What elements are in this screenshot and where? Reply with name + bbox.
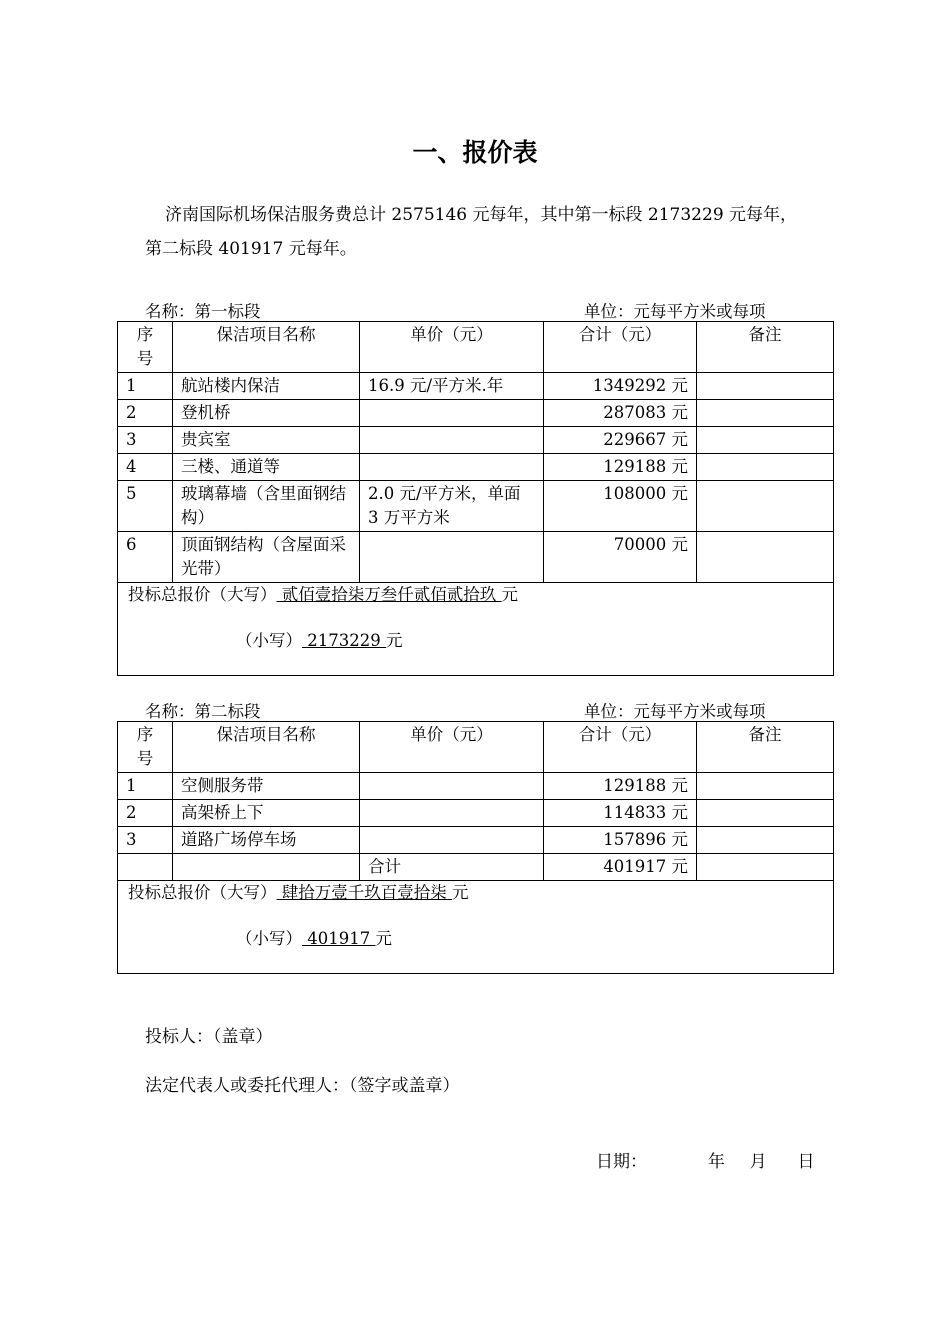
table-row: [118, 454, 834, 481]
bid-label: 投标总报价（大写）: [128, 883, 277, 902]
row-total: 229667 元: [544, 427, 697, 454]
header-total: 合计（元）: [544, 722, 697, 773]
row-item: 道路广场停车场: [173, 827, 360, 854]
bid-lower-line: [128, 927, 823, 951]
header-note: 备注: [697, 722, 834, 773]
bid-small-label: （小写）: [236, 929, 302, 948]
header-seq-1: 序: [136, 725, 154, 744]
table-row: [118, 532, 834, 583]
table-row: [118, 427, 834, 454]
row-note: [697, 800, 834, 827]
row-note: [697, 427, 834, 454]
row-seq: 1: [118, 373, 173, 400]
row-item: 高架桥上下: [173, 800, 360, 827]
row-total: 157896 元: [544, 827, 697, 854]
header-price: 单价（元）: [360, 722, 544, 773]
section1-unit: 单位：元每平方米或每项: [584, 302, 766, 321]
row-price: 2.0 元/平方米，单面 3 万平方米: [360, 481, 544, 532]
header-note: 备注: [697, 322, 834, 373]
row-price: [360, 532, 544, 583]
row-seq: 2: [118, 400, 173, 427]
bid-upper-amount: 肆拾万壹千玖百壹拾柒: [276, 883, 452, 902]
date-label: 日期：: [596, 1152, 647, 1172]
row-note: [697, 481, 834, 532]
row-price: [360, 800, 544, 827]
row-total: 129188 元: [544, 454, 697, 481]
section2-table: [117, 721, 834, 974]
row-price: [360, 400, 544, 427]
row-seq: 2: [118, 800, 173, 827]
table-header-row: [118, 322, 834, 373]
table-row: [118, 400, 834, 427]
header-seq: [118, 722, 173, 773]
table-row: [118, 481, 834, 532]
row-price: [360, 427, 544, 454]
table-header-row: [118, 722, 834, 773]
row-note: [697, 454, 834, 481]
row-total: 129188 元: [544, 773, 697, 800]
section2-unit: 单位：元每平方米或每项: [584, 702, 766, 721]
representative-line: 法定代表人或委托代理人：（签字或盖章）: [145, 1076, 460, 1096]
bid-total-row: [118, 583, 834, 676]
bid-lower-line: [128, 629, 823, 653]
bid-total-cell: [118, 583, 834, 676]
row-item: 空侧服务带: [173, 773, 360, 800]
header-price: 单价（元）: [360, 322, 544, 373]
sum-note: [697, 854, 834, 881]
row-seq: 3: [118, 427, 173, 454]
row-total: 1349292 元: [544, 373, 697, 400]
row-item: 顶面钢结构（含屋面采光带）: [173, 532, 360, 583]
bid-yuan: 元: [501, 585, 518, 604]
row-note: [697, 773, 834, 800]
header-total: 合计（元）: [544, 322, 697, 373]
bid-yuan-lower: 元: [385, 631, 403, 650]
row-item: 贵宾室: [173, 427, 360, 454]
row-seq: 5: [118, 481, 173, 532]
bid-lower-amount: 2173229: [302, 631, 386, 650]
date-line: [596, 1147, 814, 1172]
sum-total: 401917 元: [544, 854, 697, 881]
header-seq-1: 序: [136, 325, 154, 344]
row-seq: 6: [118, 532, 173, 583]
bid-label: 投标总报价（大写）: [128, 585, 277, 604]
header-seq-2: 号: [136, 749, 154, 768]
header-item: 保洁项目名称: [173, 322, 360, 373]
section1-name: 名称：第一标段: [145, 302, 261, 321]
date-day: 日: [797, 1152, 815, 1172]
header-seq-2: 号: [136, 349, 154, 368]
bid-yuan: 元: [452, 883, 469, 902]
row-total: 70000 元: [544, 532, 697, 583]
sum-seq: [118, 854, 173, 881]
table-row: [118, 800, 834, 827]
date-year: 年: [707, 1152, 725, 1172]
row-seq: 4: [118, 454, 173, 481]
table-row: [118, 773, 834, 800]
row-item: 三楼、通道等: [173, 454, 360, 481]
row-note: [697, 400, 834, 427]
row-price: [360, 827, 544, 854]
sum-row: [118, 854, 834, 881]
row-total: 108000 元: [544, 481, 697, 532]
row-seq: 1: [118, 773, 173, 800]
bid-total-cell: [118, 881, 834, 974]
row-note: [697, 373, 834, 400]
header-seq: [118, 322, 173, 373]
bidder-line: 投标人：（盖章）: [145, 1027, 273, 1047]
sum-item: [173, 854, 360, 881]
intro-paragraph: 济南国际机场保洁服务费总计 2575146 元每年，其中第一标段 2173229 元每年，第二标段 401917 元每年。: [145, 205, 798, 259]
row-note: [697, 532, 834, 583]
bid-yuan-lower: 元: [375, 929, 392, 948]
bid-upper-amount: 贰佰壹拾柒万叁仟贰佰贰拾玖: [276, 585, 502, 604]
table-row: [118, 373, 834, 400]
section2-name: 名称：第二标段: [145, 702, 261, 721]
bid-small-label: （小写）: [236, 631, 302, 650]
row-item: 航站楼内保洁: [173, 373, 360, 400]
section1-table: [117, 321, 834, 676]
row-seq: 3: [118, 827, 173, 854]
row-price: [360, 454, 544, 481]
bid-lower-amount: 401917: [302, 929, 376, 948]
header-item: 保洁项目名称: [173, 722, 360, 773]
row-total: 287083 元: [544, 400, 697, 427]
row-item: 登机桥: [173, 400, 360, 427]
row-price: 16.9 元/平方米.年: [360, 373, 544, 400]
row-total: 114833 元: [544, 800, 697, 827]
row-note: [697, 827, 834, 854]
bid-total-row: [118, 881, 834, 974]
sum-label: 合计: [360, 854, 544, 881]
date-month: 月: [749, 1152, 767, 1172]
row-item: 玻璃幕墙（含里面钢结构）: [173, 481, 360, 532]
row-price: [360, 773, 544, 800]
page-title: 一、报价表: [412, 138, 538, 167]
table-row: [118, 827, 834, 854]
